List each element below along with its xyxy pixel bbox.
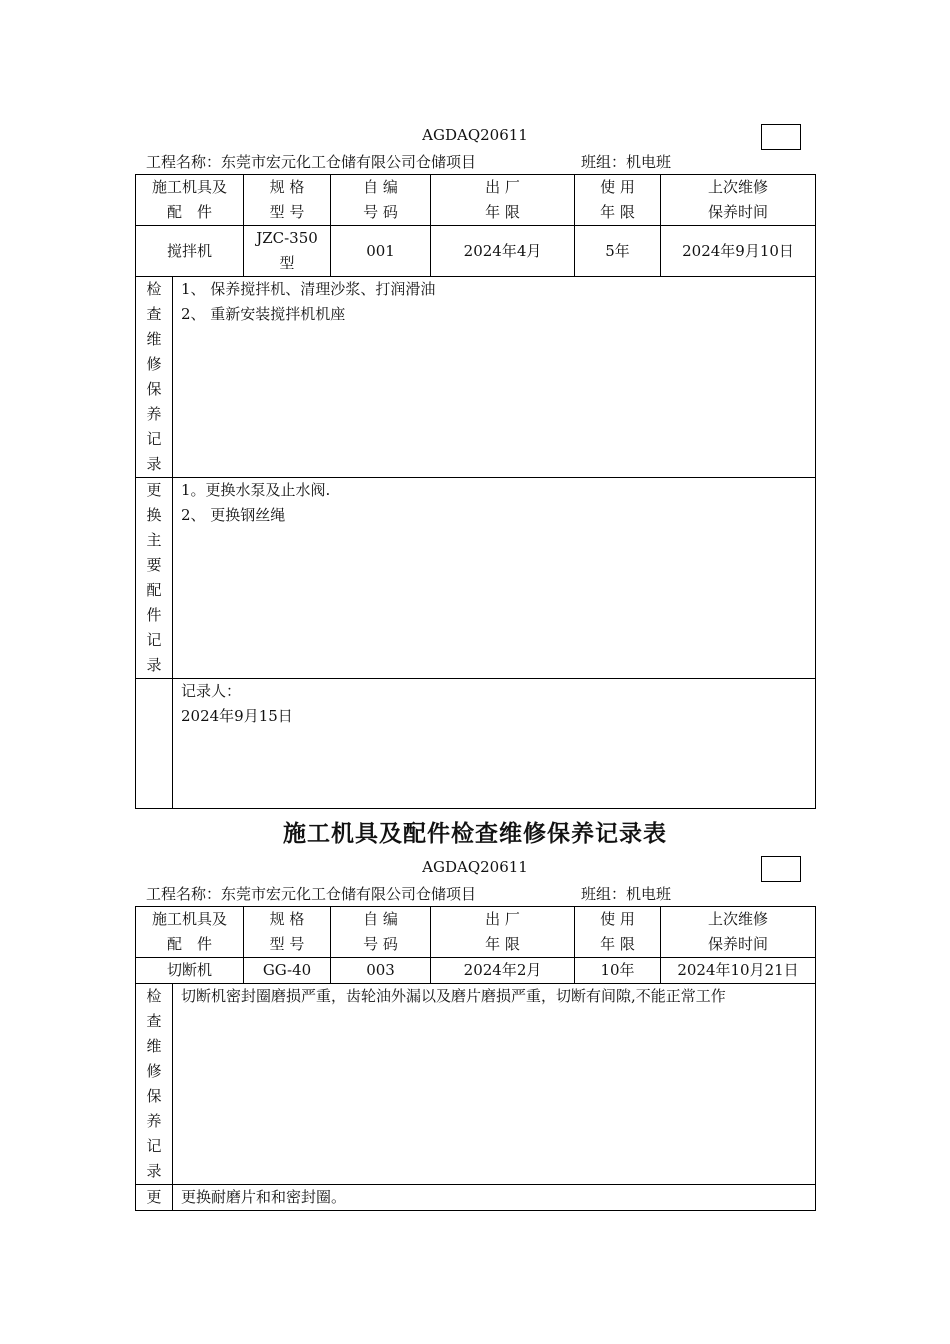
tool-number-2: 003	[331, 958, 431, 984]
project-name: 工程名称：东莞市宏元化工仓储有限公司仓储项目	[146, 153, 477, 171]
code-box	[761, 124, 801, 150]
tool-usage-years: 5年	[575, 226, 661, 277]
tool-model-2: GG-40	[244, 958, 331, 984]
replace-label-2: 更	[136, 1185, 173, 1211]
recorder: 记录人：	[181, 682, 242, 700]
header-factory: 出 厂 年 限	[431, 175, 575, 226]
code-box-2	[761, 856, 801, 882]
record-content	[173, 679, 816, 809]
replace-content-2: 更换耐磨片和和密封圈。	[173, 1185, 816, 1211]
tool-usage-years-2: 10年	[575, 958, 661, 984]
header-usage-2: 使 用 年 限	[575, 907, 661, 958]
inspect-content: 1、 保养搅拌机、清理沙浆、打润滑油 2、 重新安装搅拌机机座	[173, 277, 816, 478]
header-tool-2: 施工机具及 配 件	[136, 907, 244, 958]
record-label-blank	[136, 679, 173, 809]
tool-model: JZC-350 型	[244, 226, 331, 277]
header-model-2: 规 格 型 号	[244, 907, 331, 958]
form-code: AGDAQ20611	[422, 126, 528, 144]
header-factory-2: 出 厂 年 限	[431, 907, 575, 958]
header-number: 自 编 号 码	[331, 175, 431, 226]
form-code-2: AGDAQ20611	[422, 858, 528, 876]
inspect-label-2: 检 查 维 修 保 养 记 录	[136, 984, 173, 1185]
header-last-service-2: 上次维修 保养时间	[661, 907, 816, 958]
team-name-2: 班组：机电班	[581, 885, 672, 903]
record-date: 2024年9月15日	[181, 707, 293, 725]
team-name: 班组：机电班	[581, 153, 672, 171]
tool-last-service-2: 2024年10月21日	[661, 958, 816, 984]
project-name-2: 工程名称：东莞市宏元化工仓储有限公司仓储项目	[146, 885, 477, 903]
inspect-content-2: 切断机密封圈磨损严重，齿轮油外漏以及磨片磨损严重，切断有间隙,不能正常工作	[173, 984, 816, 1185]
record-table-2	[135, 906, 816, 1211]
tool-number: 001	[331, 226, 431, 277]
tool-last-service: 2024年9月10日	[661, 226, 816, 277]
inspect-label: 检 查 维 修 保 养 记 录	[136, 277, 173, 478]
header-number-2: 自 编 号 码	[331, 907, 431, 958]
header-usage: 使 用 年 限	[575, 175, 661, 226]
header-model: 规 格 型 号	[244, 175, 331, 226]
tool-factory-date-2: 2024年2月	[431, 958, 575, 984]
replace-content: 1。更换水泵及止水阀. 2、 更换钢丝绳	[173, 478, 816, 679]
tool-name-2: 切断机	[136, 958, 244, 984]
tool-name: 搅拌机	[136, 226, 244, 277]
header-tool: 施工机具及 配 件	[136, 175, 244, 226]
replace-label: 更 换 主 要 配 件 记 录	[136, 478, 173, 679]
record-table-1	[135, 174, 816, 809]
header-last-service: 上次维修 保养时间	[661, 175, 816, 226]
tool-factory-date: 2024年4月	[431, 226, 575, 277]
page-title: 施工机具及配件检查维修保养记录表	[283, 820, 667, 847]
